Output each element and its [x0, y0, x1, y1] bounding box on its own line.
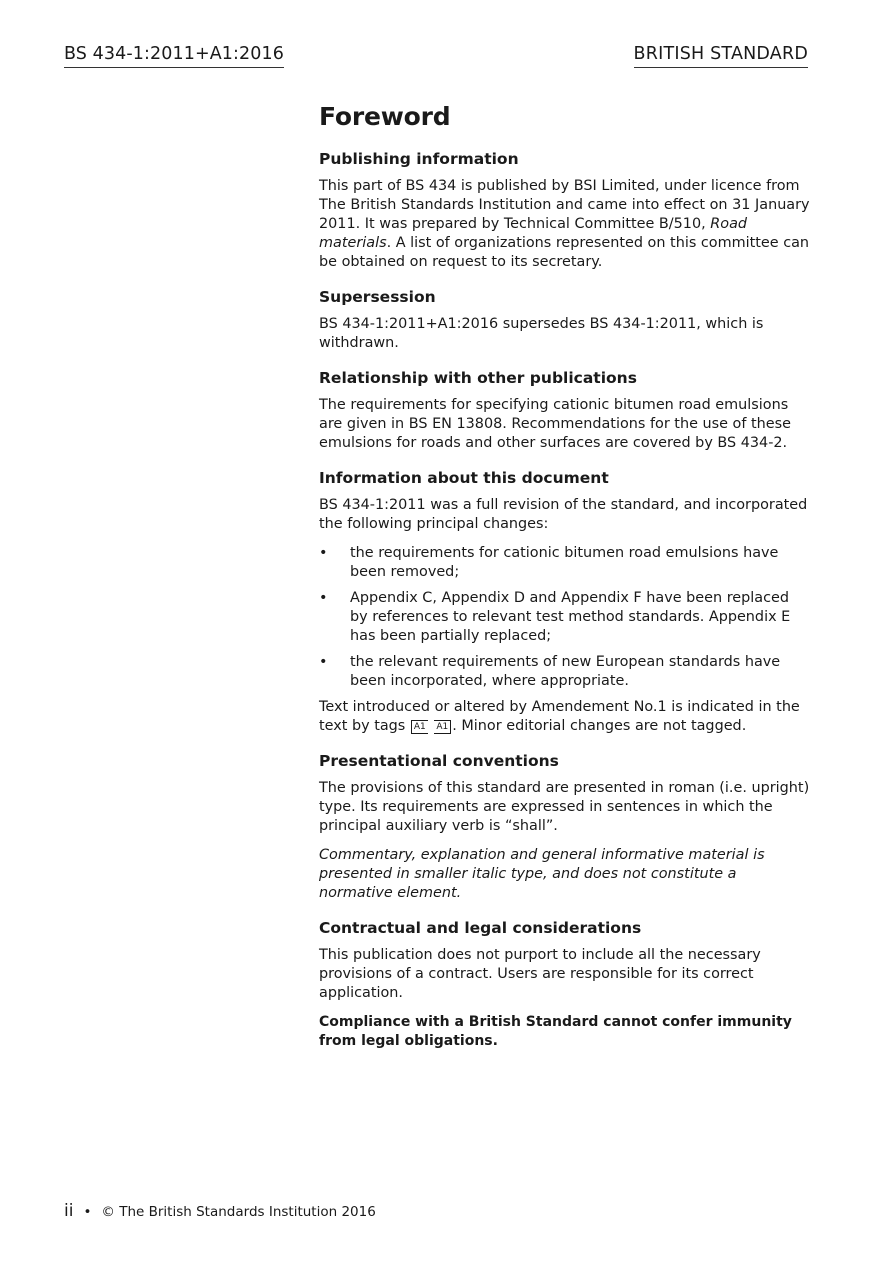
page-title: Foreword: [319, 102, 451, 131]
section-presentational: [319, 750, 811, 903]
section-heading: Supersession: [319, 288, 436, 306]
section-information: [319, 467, 811, 736]
list-item-text: Appendix C, Appendix D and Appendix F have been replaced by references to relevant test method standards. Appendix E has been partially replaced;: [350, 590, 791, 644]
text-run: . A list of organizations represented on this committee can be obtained on request to its secretary.: [319, 235, 810, 270]
header-standard-number: BS 434-1:2011+A1:2016: [64, 44, 284, 68]
committee-name: Road materials: [319, 216, 748, 251]
section-paragraph: The provisions of this standard are presented in roman (i.e. upright) type. Its requirements are expressed in sentences in which the principal auxiliary verb is “shall”.: [319, 780, 810, 834]
section-paragraph: [319, 177, 811, 272]
section-paragraph: [319, 698, 811, 736]
section-paragraph: BS 434-1:2011+A1:2016 supersedes BS 434-1:2011, which is withdrawn.: [319, 316, 764, 351]
section-heading: Information about this document: [319, 469, 609, 487]
list-item: [319, 589, 811, 646]
page-footer: [64, 1201, 376, 1221]
text-run: . Minor editorial changes are not tagged.: [452, 718, 747, 734]
bullet-icon: •: [319, 590, 328, 606]
section-paragraph: The requirements for specifying cationic bitumen road emulsions are given in BS EN 13808. Recommendations for the use of these emulsions for roads and other surfaces are covered by BS 434-2.: [319, 397, 791, 451]
list-item-text: the requirements for cationic bitumen road emulsions have been removed;: [350, 545, 779, 580]
commentary-note: Commentary, explanation and general informative material is presented in smaller italic type, and does not constitute a normative element.: [319, 847, 765, 901]
bullet-icon: •: [319, 545, 328, 561]
text-run: This part of BS 434 is published by BSI Limited, under licence from The British Standards Institution and came into effect on 31 January 2011. It was prepared by Technical Committee B/510,: [319, 178, 810, 232]
list-item: [319, 544, 811, 582]
amendment-close-tag-icon: A1: [434, 720, 451, 734]
section-relationship: [319, 367, 811, 453]
amendment-open-tag-icon: A1: [411, 720, 428, 734]
list-item: [319, 653, 811, 691]
text-run: Text introduced or altered by Amendement No.1 is indicated in the text by tags: [319, 699, 800, 734]
copyright-notice: © The British Standards Institution 2016: [101, 1204, 376, 1220]
compliance-note: Compliance with a British Standard cannot confer immunity from legal obligations.: [319, 1014, 792, 1049]
section-paragraph: This publication does not purport to include all the necessary provisions of a contract. Users are responsible for its correct application.: [319, 947, 761, 1001]
foreword-content: [319, 100, 811, 1061]
section-heading: Presentational conventions: [319, 752, 559, 770]
page-number: ii: [64, 1201, 74, 1221]
section-contractual: [319, 917, 811, 1051]
section-publishing-information: [319, 148, 811, 272]
section-heading: Relationship with other publications: [319, 369, 637, 387]
section-paragraph: BS 434-1:2011 was a full revision of the standard, and incorporated the following principal changes:: [319, 497, 808, 532]
section-heading: Contractual and legal considerations: [319, 919, 642, 937]
bullet-icon: •: [319, 654, 328, 670]
separator-icon: •: [83, 1204, 92, 1220]
section-heading: Publishing information: [319, 150, 519, 168]
changes-list: [319, 544, 811, 691]
section-supersession: [319, 286, 811, 353]
list-item-text: the relevant requirements of new European standards have been incorporated, where appropriate.: [350, 654, 781, 689]
header-document-type: BRITISH STANDARD: [634, 44, 808, 68]
